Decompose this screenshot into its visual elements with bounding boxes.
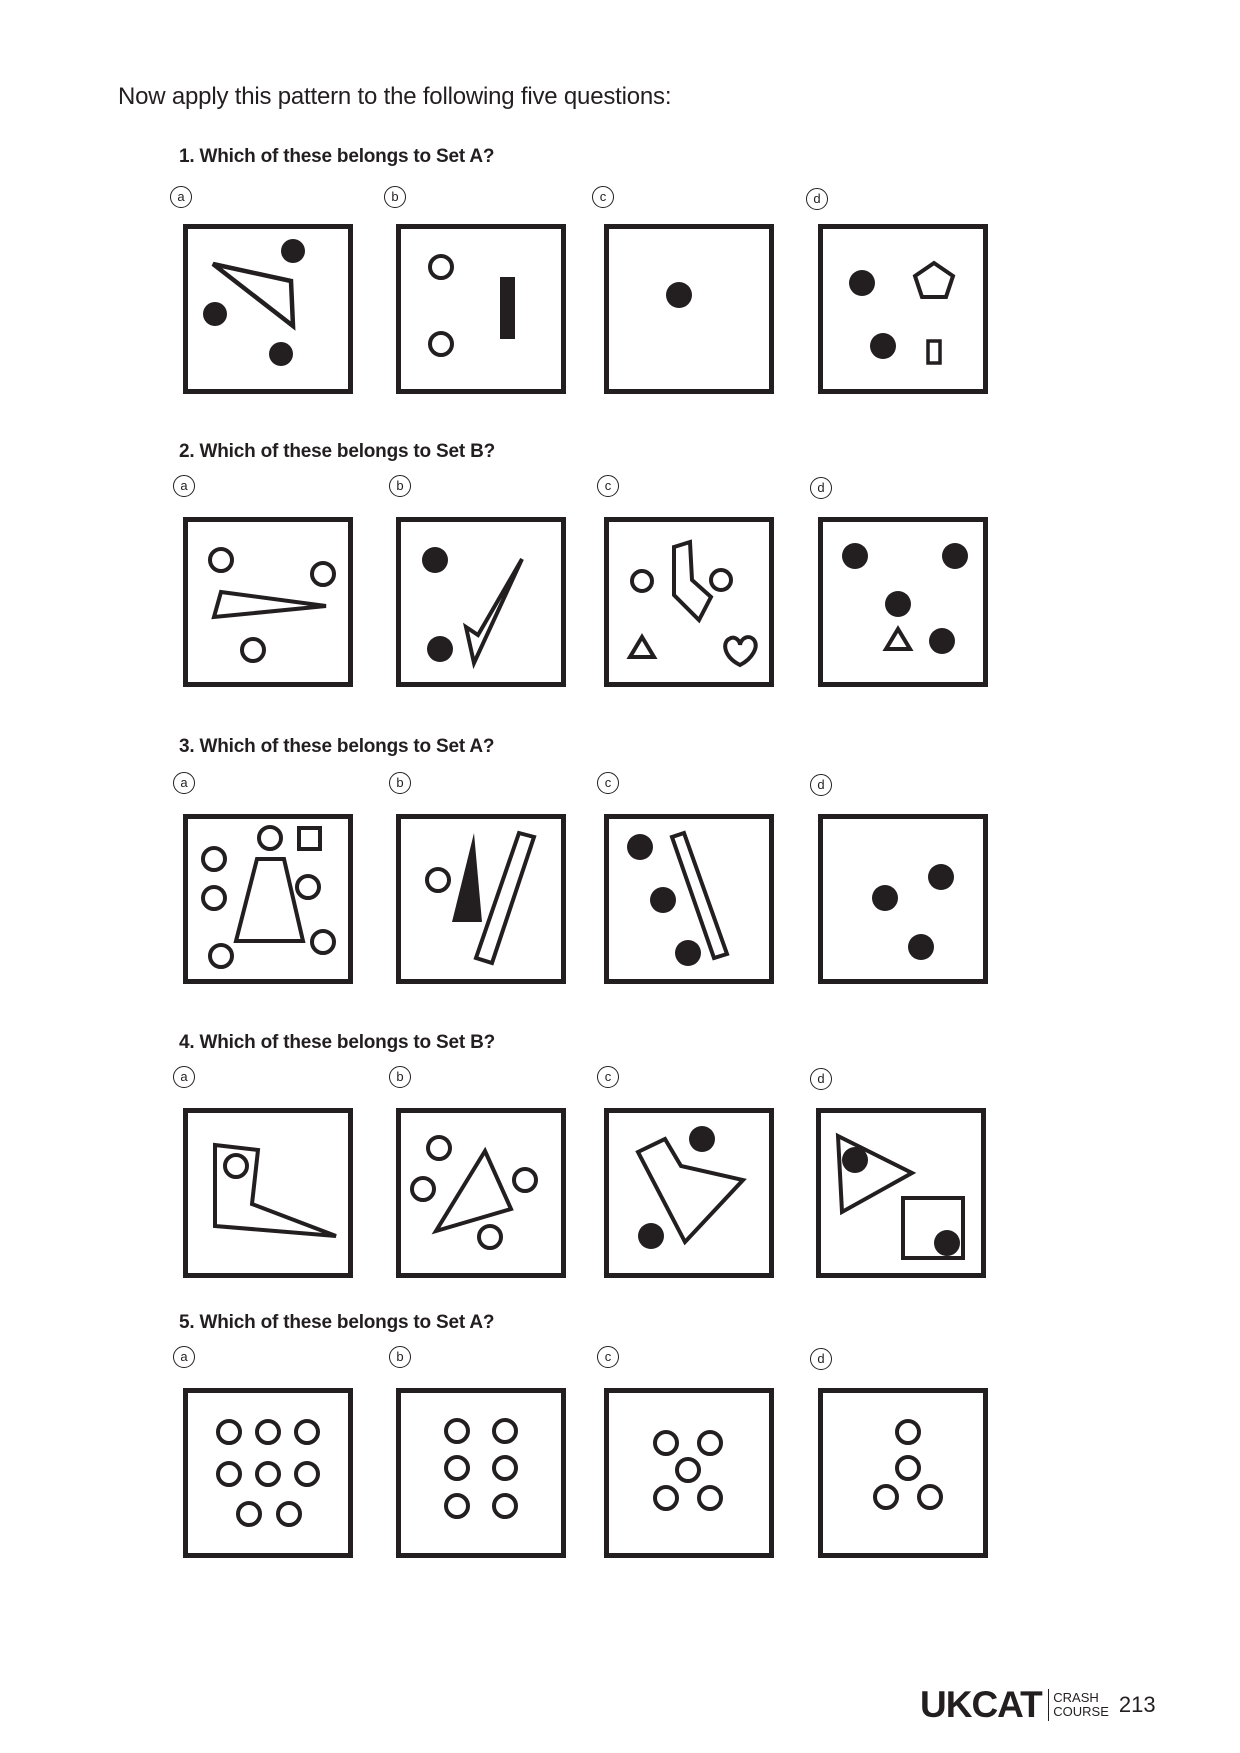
q5-a-circle-6: [296, 1463, 318, 1485]
q4-option-d-figure[interactable]: [816, 1108, 986, 1278]
q5-d-circle-1: [897, 1421, 919, 1443]
q3-a-circle-3: [203, 887, 225, 909]
q3-option-d-label[interactable]: d: [810, 774, 832, 796]
q5-option-a-figure[interactable]: [183, 1388, 353, 1558]
q1-c-shapes: [604, 224, 774, 394]
q3-c-dot-3: [675, 940, 701, 966]
q1-d-dot-2: [870, 333, 896, 359]
q2-c-heart: [725, 637, 755, 665]
q4-b-circle-2: [412, 1178, 434, 1200]
q1-c-dot: [666, 282, 692, 308]
q3-b-shapes: [396, 814, 566, 984]
q5-a-circle-4: [218, 1463, 240, 1485]
q3-d-shapes: [818, 814, 988, 984]
q3-a-shapes: [183, 814, 353, 984]
q2-a-shapes: [183, 517, 353, 687]
q3-option-b-label[interactable]: b: [389, 772, 411, 794]
q5-option-c-label[interactable]: c: [597, 1346, 619, 1368]
q3-a-circle-5: [210, 945, 232, 967]
question-3-title: 3. Which of these belongs to Set A?: [179, 736, 495, 757]
q5-option-c-figure[interactable]: [604, 1388, 774, 1558]
q2-option-d-figure[interactable]: [818, 517, 988, 687]
q2-option-c-figure[interactable]: [604, 517, 774, 687]
q3-d-dot-2: [928, 864, 954, 890]
q2-c-shapes: [604, 517, 774, 687]
q2-d-dot-3: [885, 591, 911, 617]
q4-b-circle-4: [479, 1226, 501, 1248]
brand-subtitle: [1053, 1691, 1109, 1719]
q2-c-triangle: [630, 637, 654, 657]
q3-c-shapes: [604, 814, 774, 984]
q5-b-circle-4: [494, 1457, 516, 1479]
q5-b-shapes: [396, 1388, 566, 1558]
q5-c-circle-3: [677, 1459, 699, 1481]
q2-b-dot-2: [427, 636, 453, 662]
q2-c-bent-shape: [674, 542, 711, 620]
q3-option-c-label[interactable]: c: [597, 772, 619, 794]
q2-option-d-label[interactable]: d: [810, 477, 832, 499]
q1-b-circle-1: [430, 256, 452, 278]
q4-c-dot-1: [689, 1126, 715, 1152]
q3-d-dot-3: [908, 934, 934, 960]
q5-c-shapes: [604, 1388, 774, 1558]
q3-option-a-figure[interactable]: [183, 814, 353, 984]
q5-option-b-label[interactable]: b: [389, 1346, 411, 1368]
q3-option-a-label[interactable]: a: [173, 772, 195, 794]
brand-logo: UKCAT: [920, 1684, 1042, 1725]
q4-a-polygon: [215, 1145, 336, 1236]
q2-d-dot-4: [929, 628, 955, 654]
q4-d-triangle: [838, 1136, 912, 1212]
q4-d-shapes: [816, 1108, 986, 1278]
q5-a-circle-2: [257, 1421, 279, 1443]
q5-c-circle-1: [655, 1432, 677, 1454]
q3-c-long-bar: [672, 833, 727, 958]
brand-divider: [1048, 1689, 1050, 1721]
q1-option-c-label[interactable]: c: [592, 186, 614, 208]
brand-subtitle-line-2: COURSE: [1053, 1704, 1109, 1719]
q3-d-dot-1: [872, 885, 898, 911]
q1-a-shapes: [183, 224, 353, 394]
q2-d-dot-1: [842, 543, 868, 569]
q2-b-check: [466, 559, 522, 663]
q3-b-long-bar: [476, 833, 534, 963]
q4-d-dot-2: [934, 1230, 960, 1256]
q3-a-circle-4: [297, 876, 319, 898]
q5-option-a-label[interactable]: a: [173, 1346, 195, 1368]
q4-option-d-label[interactable]: d: [810, 1068, 832, 1090]
question-5-title: 5. Which of these belongs to Set A?: [179, 1312, 495, 1333]
q2-option-b-figure[interactable]: [396, 517, 566, 687]
q4-c-shapes: [604, 1108, 774, 1278]
q5-b-circle-5: [446, 1495, 468, 1517]
page-number: 213: [1118, 1692, 1156, 1717]
q5-c-circle-4: [655, 1487, 677, 1509]
q1-a-dot-3: [269, 342, 293, 366]
q5-a-circle-7: [238, 1503, 260, 1525]
question-1-title: 1. Which of these belongs to Set A?: [179, 146, 495, 167]
q3-option-b-figure[interactable]: [396, 814, 566, 984]
q4-a-circle: [225, 1155, 247, 1177]
q5-c-circle-5: [699, 1487, 721, 1509]
q4-a-shapes: [183, 1108, 353, 1278]
q2-c-circle-1: [632, 571, 652, 591]
q1-d-pentagon: [915, 263, 953, 297]
q5-c-circle-2: [699, 1432, 721, 1454]
q1-option-d-label[interactable]: d: [806, 188, 828, 210]
q5-option-d-figure[interactable]: [818, 1388, 988, 1558]
q2-b-dot-1: [422, 547, 448, 573]
q5-a-shapes: [183, 1388, 353, 1558]
q2-d-shapes: [818, 517, 988, 687]
q1-option-a-figure[interactable]: [183, 224, 353, 394]
q2-a-circle-1: [210, 549, 232, 571]
q1-d-small-rectangle: [928, 341, 940, 363]
q4-d-dot-1: [842, 1147, 868, 1173]
q5-a-circle-5: [257, 1463, 279, 1485]
q4-option-b-figure[interactable]: [396, 1108, 566, 1278]
q2-b-shapes: [396, 517, 566, 687]
q1-option-b-figure[interactable]: [396, 224, 566, 394]
q1-d-dot-1: [849, 270, 875, 296]
q1-b-circle-2: [430, 333, 452, 355]
q2-option-a-figure[interactable]: [183, 517, 353, 687]
q2-a-circle-3: [242, 639, 264, 661]
q2-option-c-label[interactable]: c: [597, 475, 619, 497]
q2-a-triangle: [214, 592, 326, 617]
q5-b-circle-1: [446, 1420, 468, 1442]
q4-b-shapes: [396, 1108, 566, 1278]
q1-d-shapes: [818, 224, 988, 394]
q4-option-c-label[interactable]: c: [597, 1066, 619, 1088]
question-4-title: 4. Which of these belongs to Set B?: [179, 1032, 496, 1053]
question-2-title: 2. Which of these belongs to Set B?: [179, 441, 496, 462]
brand-subtitle-line-1: CRASH: [1053, 1690, 1099, 1705]
q5-d-circle-2: [897, 1457, 919, 1479]
q5-d-circle-4: [919, 1486, 941, 1508]
q5-option-b-figure[interactable]: [396, 1388, 566, 1558]
q1-option-d-figure[interactable]: [818, 224, 988, 394]
q2-option-b-label[interactable]: b: [389, 475, 411, 497]
q4-option-b-label[interactable]: b: [389, 1066, 411, 1088]
q5-a-circle-8: [278, 1503, 300, 1525]
q3-a-trapezoid: [236, 859, 303, 941]
q4-b-triangle: [436, 1151, 511, 1231]
q3-b-circle: [427, 869, 449, 891]
page-footer: [920, 1683, 1156, 1727]
q1-b-shapes: [396, 224, 566, 394]
q3-a-circle-2: [203, 848, 225, 870]
q5-a-circle-3: [296, 1421, 318, 1443]
q5-d-circle-3: [875, 1486, 897, 1508]
q2-d-triangle: [886, 629, 910, 649]
q3-a-circle-1: [259, 827, 281, 849]
q1-b-bar: [500, 277, 515, 339]
q5-d-shapes: [818, 1388, 988, 1558]
q2-option-a-label[interactable]: a: [173, 475, 195, 497]
q3-c-dot-2: [650, 887, 676, 913]
intro-text: Now apply this pattern to the following five questions:: [118, 83, 672, 110]
q3-b-spike: [452, 833, 482, 922]
q5-a-circle-1: [218, 1421, 240, 1443]
q4-b-circle-1: [428, 1137, 450, 1159]
q4-option-a-label[interactable]: a: [173, 1066, 195, 1088]
q3-a-circle-6: [312, 931, 334, 953]
q4-c-dot-2: [638, 1223, 664, 1249]
q1-option-b-label[interactable]: b: [384, 186, 406, 208]
q2-d-dot-2: [942, 543, 968, 569]
q3-c-dot-1: [627, 834, 653, 860]
q1-option-c-figure[interactable]: [604, 224, 774, 394]
q4-b-circle-3: [514, 1169, 536, 1191]
q3-a-square: [299, 828, 320, 849]
q1-option-a-label[interactable]: a: [170, 186, 192, 208]
q3-option-c-figure[interactable]: [604, 814, 774, 984]
q4-option-c-figure[interactable]: [604, 1108, 774, 1278]
q2-c-circle-2: [711, 570, 731, 590]
q4-option-a-figure[interactable]: [183, 1108, 353, 1278]
q5-b-circle-3: [446, 1457, 468, 1479]
q1-a-dot-1: [281, 239, 305, 263]
q5-option-d-label[interactable]: d: [810, 1348, 832, 1370]
q1-a-dot-2: [203, 302, 227, 326]
q5-b-circle-2: [494, 1420, 516, 1442]
q3-option-d-figure[interactable]: [818, 814, 988, 984]
q2-a-circle-2: [312, 563, 334, 585]
q5-b-circle-6: [494, 1495, 516, 1517]
